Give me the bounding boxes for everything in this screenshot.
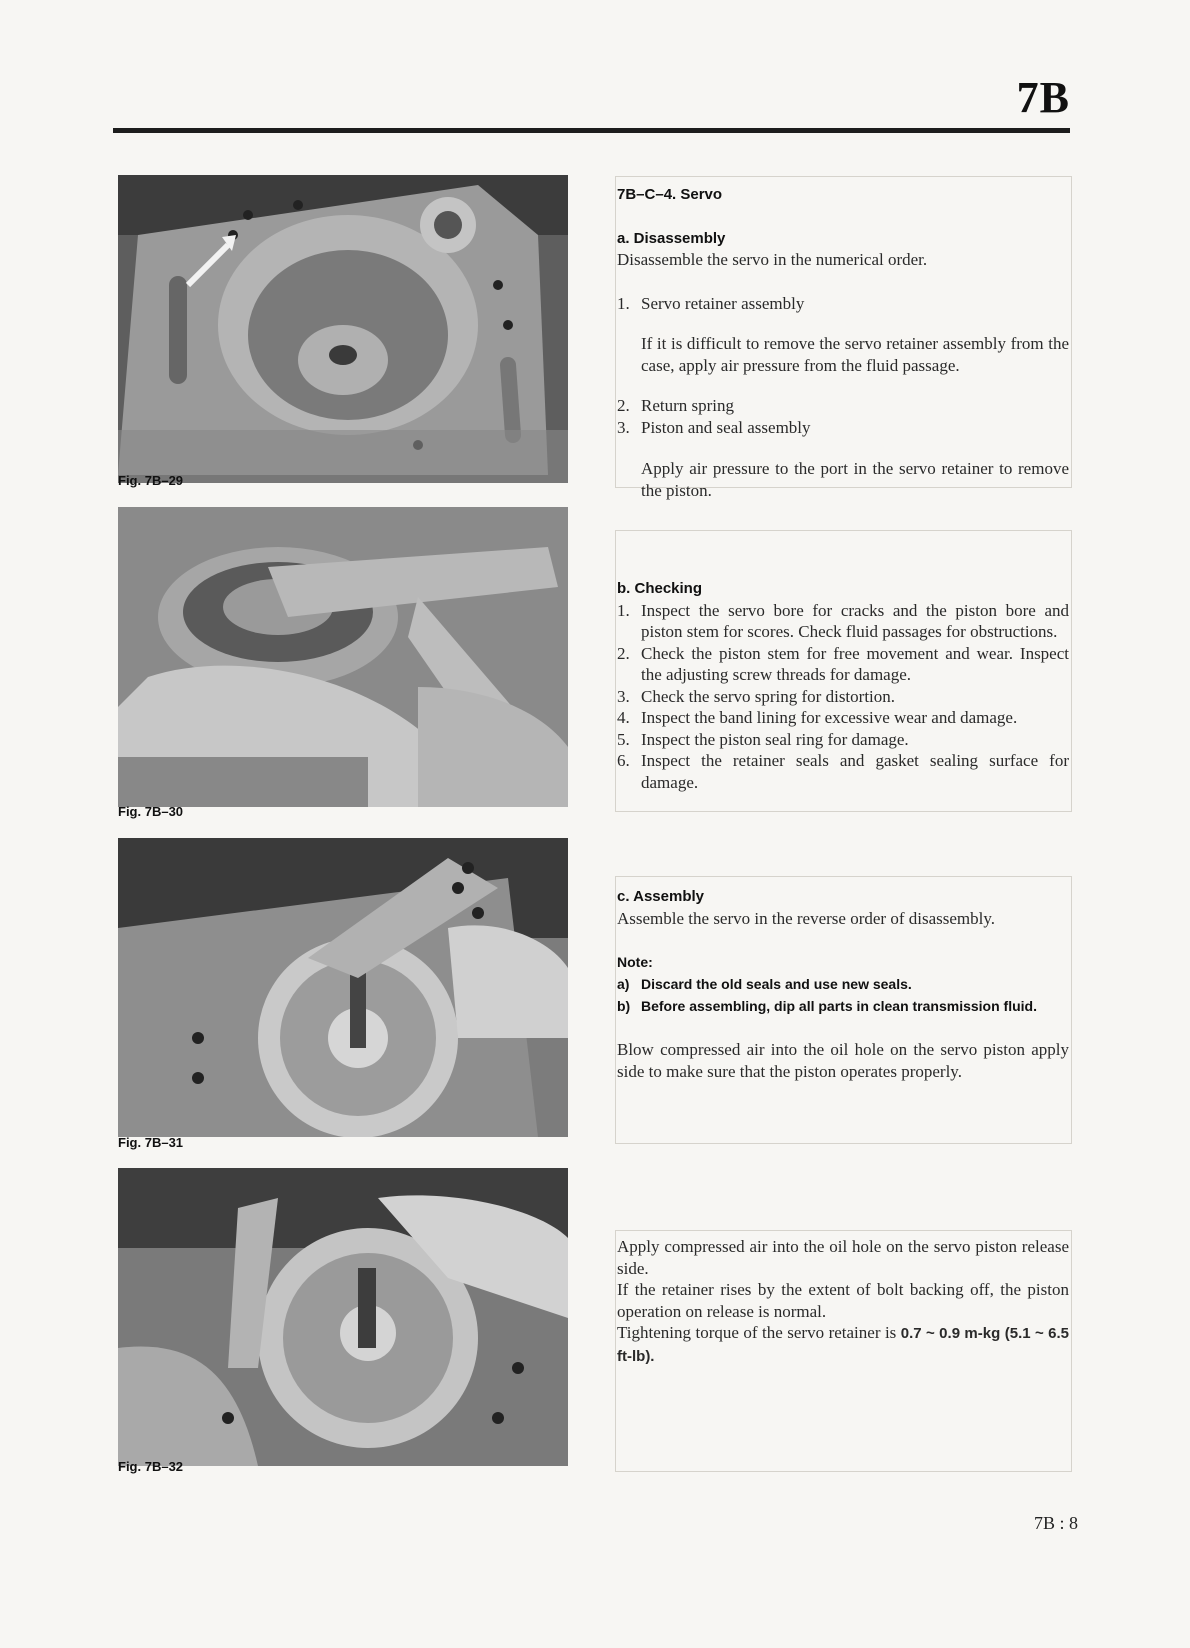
figure-caption: Fig. 7B–31 [118,1135,184,1150]
figure-caption: Fig. 7B–30 [118,804,184,819]
item-text: Check the piston stem for free movement and wear. Inspect the adjusting screw threads for damage. [641,643,1069,684]
section-title: 7B–C–4. Servo [617,186,723,203]
assembly-intro: Assemble the servo in the reverse order of disassembly. [617,908,995,928]
list-item [617,729,1069,751]
list-item [617,686,1069,708]
step-text: Piston and seal assembly [641,417,811,437]
release-text-2: If the retainer rises by the extent of bolt backing off, the piston operation on release is normal. [617,1280,1069,1321]
step-number: 2. [617,396,630,415]
disassembly-note: If it is difficult to remove the servo retainer assembly from the case, apply air pressure from the fluid passage. [641,334,1069,375]
item-number: 1. [617,600,630,620]
item-number: 3. [617,686,630,706]
item-text: Inspect the servo bore for cracks and the piston bore and piston stem for scores. Check fluid passages for obstructions. [641,600,1069,641]
disassembly-heading: a. Disassembly [617,229,726,247]
disassembly-block [617,184,1069,501]
list-item [617,417,1069,439]
list-item [617,600,1069,643]
item-text: Check the servo spring for distortion. [641,686,896,706]
item-number: 2. [617,643,630,663]
list-item [617,293,1069,315]
photo-fig-7b-29 [118,175,568,483]
list-item [617,395,1069,417]
assembly-blow-text: Blow compressed air into the oil hole on the servo piston apply side to make sure that the piston operates properly. [617,1040,1069,1081]
release-block [617,1236,1069,1367]
note-letter: b) [617,998,631,1014]
photo-fig-7b-30 [118,507,568,807]
list-item [617,750,1069,793]
note-label: Note: [617,954,653,970]
photo-fig-7b-32 [118,1168,568,1466]
disassembly-intro: Disassemble the servo in the numerical order. [617,250,928,269]
item-number: 6. [617,751,630,770]
assembly-block [617,886,1069,1082]
disassembly-note: Apply air pressure to the port in the servo retainer to remove the piston. [641,459,1069,500]
note-item [617,973,1069,995]
step-text: Return spring [641,396,735,415]
step-number: 3. [617,417,630,437]
item-text: Inspect the piston seal ring for damage. [641,729,909,749]
torque-spec [617,1322,1069,1367]
list-item [617,707,1069,729]
item-text: Inspect the band lining for excessive wear and damage. [641,708,1018,727]
torque-imperial: (5.1 ~ 6.5 ft-lb). [617,1325,1070,1365]
list-item [617,643,1069,686]
checking-block [617,578,1069,793]
chapter-number: 7B [1016,73,1070,122]
photo-fig-7b-31 [118,838,568,1137]
page-number: 7B : 8 [1033,1513,1078,1533]
step-number: 1. [617,293,630,313]
item-number: 5. [617,729,630,749]
note-text: Discard the old seals and use new seals. [641,976,912,992]
step-text: Servo retainer assembly [641,293,805,313]
header-rule [113,128,1070,133]
item-number: 4. [617,708,630,727]
assembly-heading: c. Assembly [617,888,704,905]
figure-caption: Fig. 7B–29 [118,473,184,488]
torque-prefix: Tightening torque of the servo retainer is [617,1323,901,1342]
release-text-1: Apply compressed air into the oil hole on the servo piston release side. [617,1237,1069,1278]
item-text: Inspect the retainer seals and gasket sealing surface for damage. [641,751,1069,792]
note-letter: a) [617,976,630,992]
torque-metric: 0.7 ~ 0.9 m-kg [900,1325,1001,1342]
note-text: Before assembling, dip all parts in clean transmission fluid. [641,998,1037,1014]
note-item [617,995,1069,1017]
figure-caption: Fig. 7B–32 [118,1459,184,1474]
checking-heading: b. Checking [617,580,703,597]
